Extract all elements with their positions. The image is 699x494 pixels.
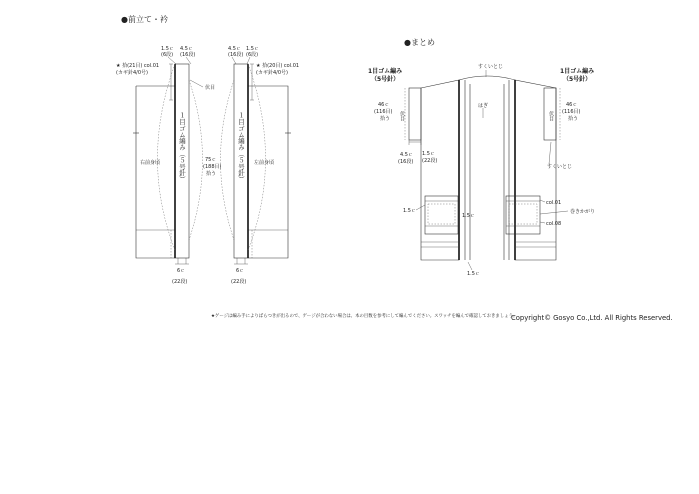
band-right-2: （5号針）: [563, 76, 592, 83]
col01-label: col.01: [546, 200, 562, 206]
pickup-left-1: ★ 拾(21目) col.01: [116, 63, 160, 69]
sleeve-dim-left-1: 4.5ｃ: [400, 152, 413, 158]
center-measure-3: 拾う: [206, 171, 217, 177]
bottom-left-1: 6ｃ: [177, 268, 186, 274]
dim-15c: 1.5ｃ: [467, 271, 480, 277]
dim-15b: 1.5ｃ: [462, 213, 475, 219]
sleeve-dim-left-2: (16段): [398, 159, 414, 165]
fuseme-right-a: 伏目: [399, 111, 405, 121]
dim-left-a2: (6段): [161, 52, 174, 58]
bottom-right-2: (22段): [231, 279, 247, 285]
left-pick-3: 拾う: [380, 116, 391, 122]
sleeve-dim-top-1: 1.5ｃ: [422, 151, 435, 157]
sleeve-dim-top-2: (22段): [422, 158, 438, 164]
dim-right-a2: (16段): [228, 52, 244, 58]
band-left-1: 1目ゴム編み: [368, 68, 403, 75]
hagi-label: はぎ: [478, 103, 489, 109]
right-pick-3: 拾う: [568, 116, 579, 122]
dim-right-b1: 1.5ｃ: [246, 46, 259, 52]
makikagari-label: 巻きかがり: [570, 209, 596, 215]
left-pick-1: 46ｃ: [378, 102, 390, 108]
sukui-top: すくいとじ: [478, 64, 504, 70]
dim-15a: 1.5ｃ: [403, 208, 416, 214]
right-body-label: 右前身頃: [140, 160, 161, 166]
fuseme-left: 伏目: [205, 85, 216, 91]
left-body-label: 左前身頃: [254, 160, 275, 166]
band-right-1: 1目ゴム編み: [560, 68, 595, 75]
right-heading: ●まとめ: [404, 38, 435, 47]
bottom-right-1: 6ｃ: [236, 268, 245, 274]
pickup-right-1: ★ 拾(20目) col.01: [256, 63, 300, 69]
copyright: Copyright© Gosyo Co.,Ltd. All Rights Reserved.: [511, 314, 673, 322]
dim-right-b2: (6段): [246, 52, 259, 58]
band-label-left: １目ゴム編み（５号針）: [178, 112, 186, 183]
pickup-left-2: (カギ針4/0号): [116, 70, 148, 76]
dim-left-b2: (16段): [180, 52, 196, 58]
col08-label: col.08: [546, 221, 562, 227]
gauge-note: ★ゲージは編み手によりばらつきが出るので、ゲージが合わない場合は、本の目数を参考にして編んでください。スワッチを編んで確認しておきましょう。: [211, 314, 518, 319]
sukui-side: すくいとじ: [547, 164, 573, 170]
dim-left-b1: 4.5ｃ: [180, 46, 193, 52]
bottom-left-2: (22段): [172, 279, 188, 285]
right-pick-1: 46ｃ: [566, 102, 578, 108]
left-pick-2: (116目): [374, 109, 393, 115]
dim-left-a1: 1.5ｃ: [161, 46, 174, 52]
center-measure-2: (188目): [203, 164, 222, 170]
fuseme-right-b: 伏目: [548, 111, 554, 121]
dim-right-a1: 4.5ｃ: [228, 46, 241, 52]
center-measure-1: 75ｃ: [205, 157, 217, 163]
pickup-right-2: (カギ針4/0号): [256, 70, 288, 76]
right-pick-2: (116目): [562, 109, 581, 115]
left-heading: ●前立て・衿: [121, 15, 168, 24]
band-label-right: １目ゴム編み（５号針）: [237, 112, 245, 183]
band-left-2: （5号針）: [371, 76, 400, 83]
